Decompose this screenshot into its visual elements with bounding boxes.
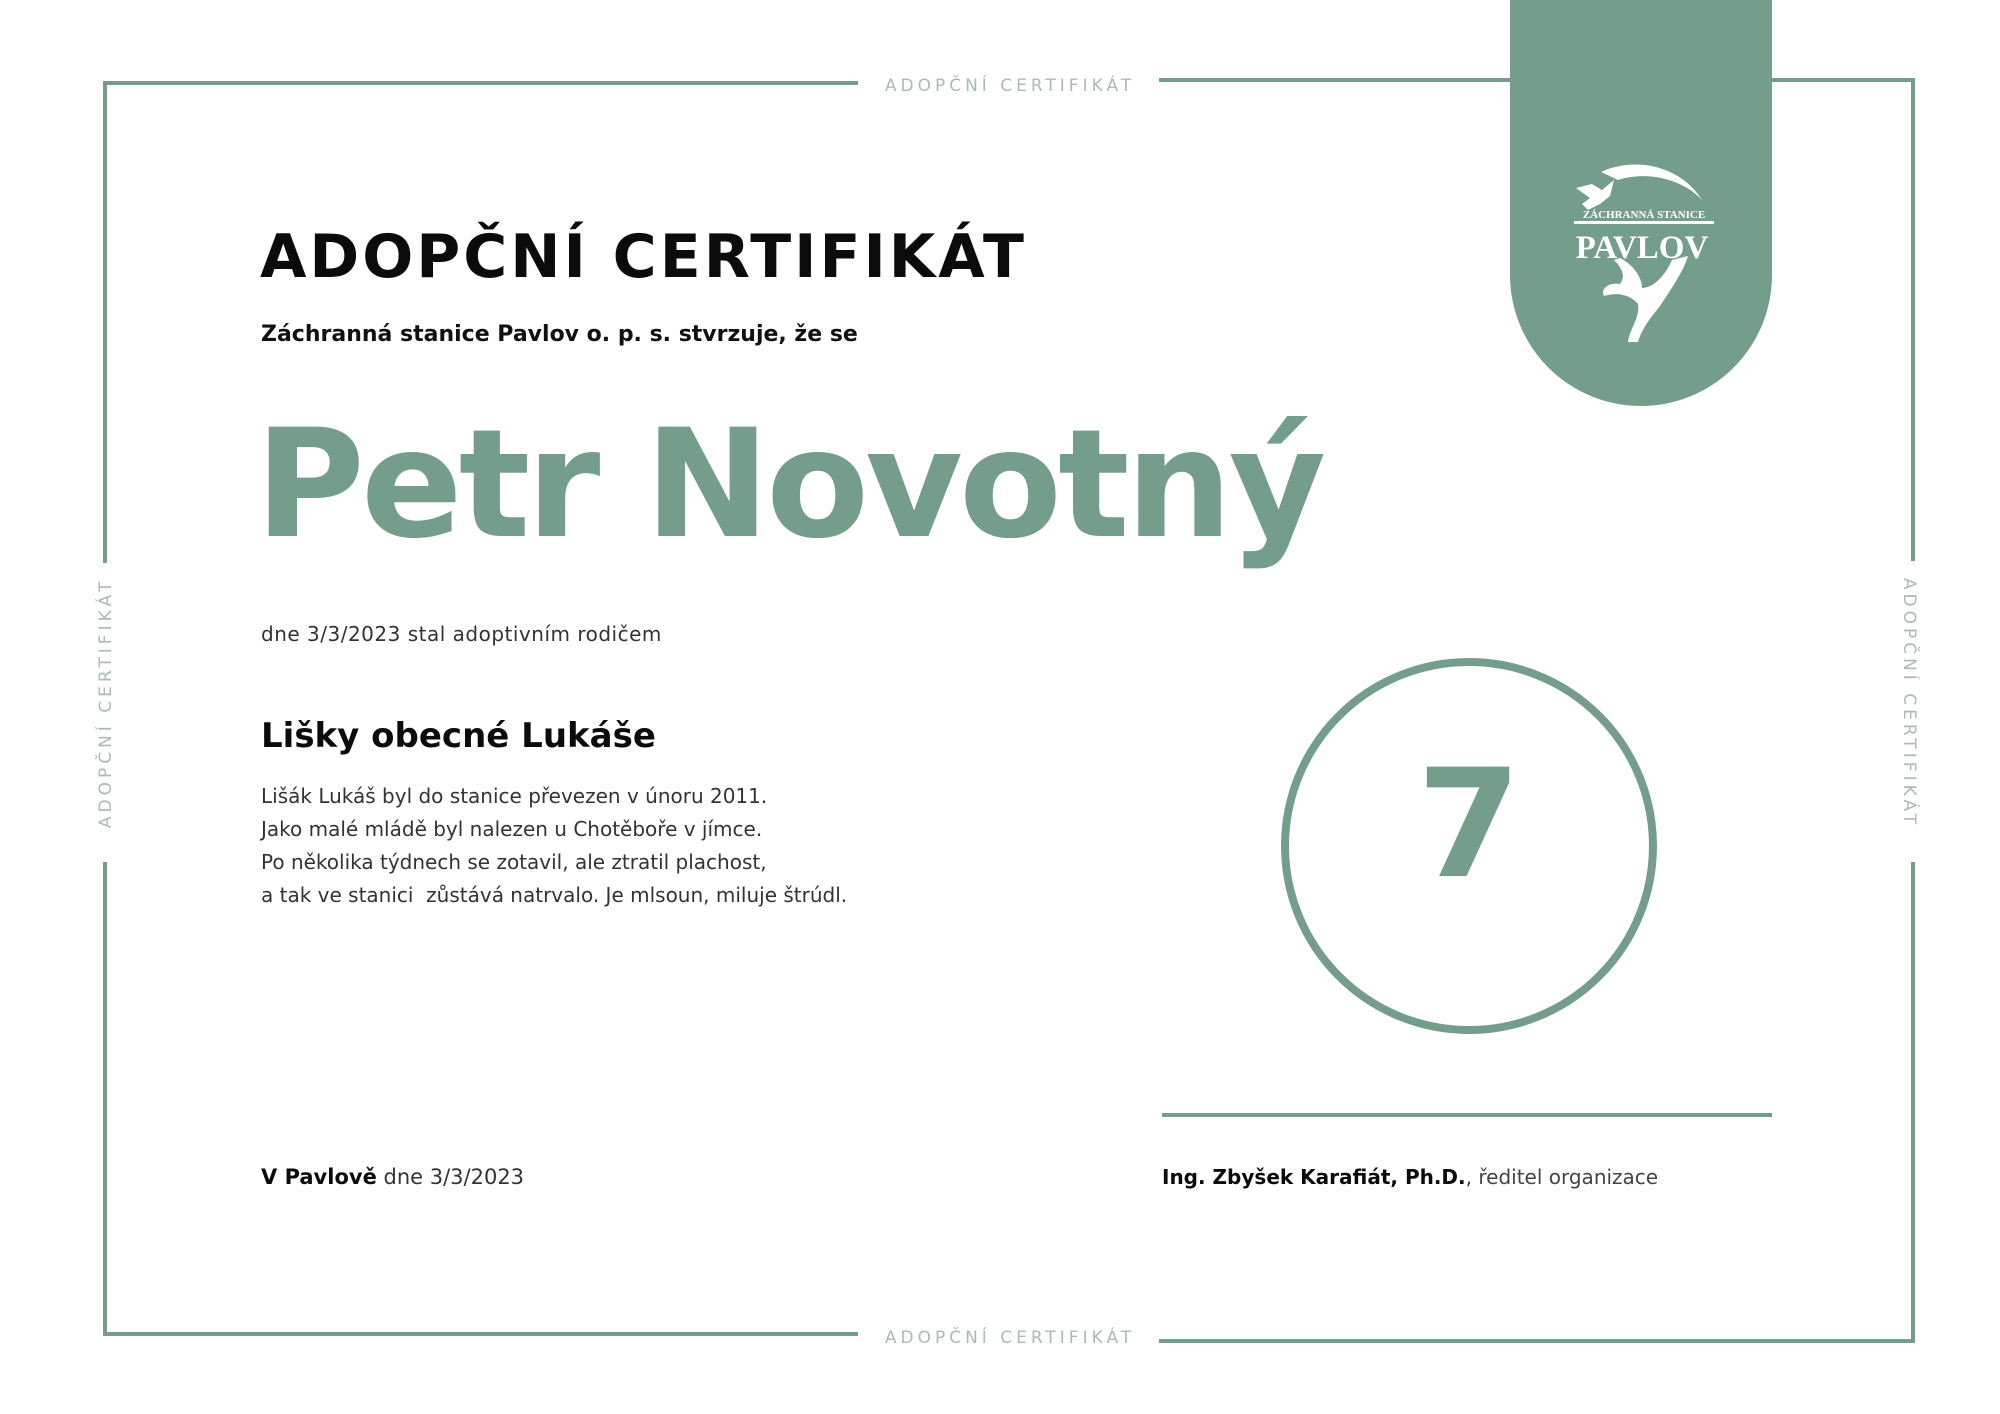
place-date: dne 3/3/2023 [376, 1165, 525, 1189]
signatory [1162, 1165, 1658, 1189]
adopter-name: Petr Novotný [255, 398, 1323, 572]
edge-label-left: ADOPČNÍ CERTIFIKÁT [96, 577, 116, 829]
signature-line [1162, 1113, 1772, 1117]
signatory-role: , ředitel organizace [1465, 1165, 1659, 1189]
animal-heading: Lišky obecné Lukáše [261, 716, 656, 756]
story-line: Jako malé mládě byl nalezen u Chotěboře v jímce. [261, 817, 763, 841]
certificate-number: 7 [1416, 738, 1522, 912]
story-line: a tak ve stanici zůstává natrvalo. Je mlsoun, miluje štrúdl. [261, 883, 848, 907]
place-name: V Pavlově [261, 1165, 377, 1189]
edge-label-right: ADOPČNÍ CERTIFIKÁT [1899, 577, 1919, 829]
edge-label-top: ADOPČNÍ CERTIFIKÁT [884, 76, 1136, 96]
animal-story [261, 780, 961, 912]
story-line: Po několika týdnech se zotavil, ale ztratil plachost, [261, 850, 767, 874]
frame-right-top-line [1911, 78, 1915, 561]
logo-badge [1510, 0, 1772, 406]
frame-right-bottom-line [1911, 862, 1915, 1343]
adoption-date-line: dne 3/3/2023 stal adoptivním rodičem [261, 622, 662, 646]
svg-text:PAVLOV: PAVLOV [1575, 230, 1709, 266]
signatory-name: Ing. Zbyšek Karafiát, Ph.D. [1162, 1165, 1466, 1189]
place-and-date [261, 1165, 524, 1189]
story-line: Lišák Lukáš byl do stanice převezen v únoru 2011. [261, 784, 768, 808]
certificate-subtitle: Záchranná stanice Pavlov o. p. s. stvrzuje, že se [261, 322, 858, 347]
edge-label-bottom: ADOPČNÍ CERTIFIKÁT [884, 1328, 1136, 1348]
frame-bottom-right-line [1159, 1339, 1915, 1343]
svg-text:ZÁCHRANNÁ STANICE: ZÁCHRANNÁ STANICE [1582, 209, 1706, 221]
pavlov-logo-icon [1556, 160, 1736, 350]
frame-bottom-left-line [103, 1332, 858, 1336]
frame-top-left-line [103, 81, 858, 85]
certificate-title: ADOPČNÍ CERTIFIKÁT [260, 222, 1027, 292]
frame-left-bottom-line [103, 862, 107, 1336]
frame-left-top-line [103, 81, 107, 563]
